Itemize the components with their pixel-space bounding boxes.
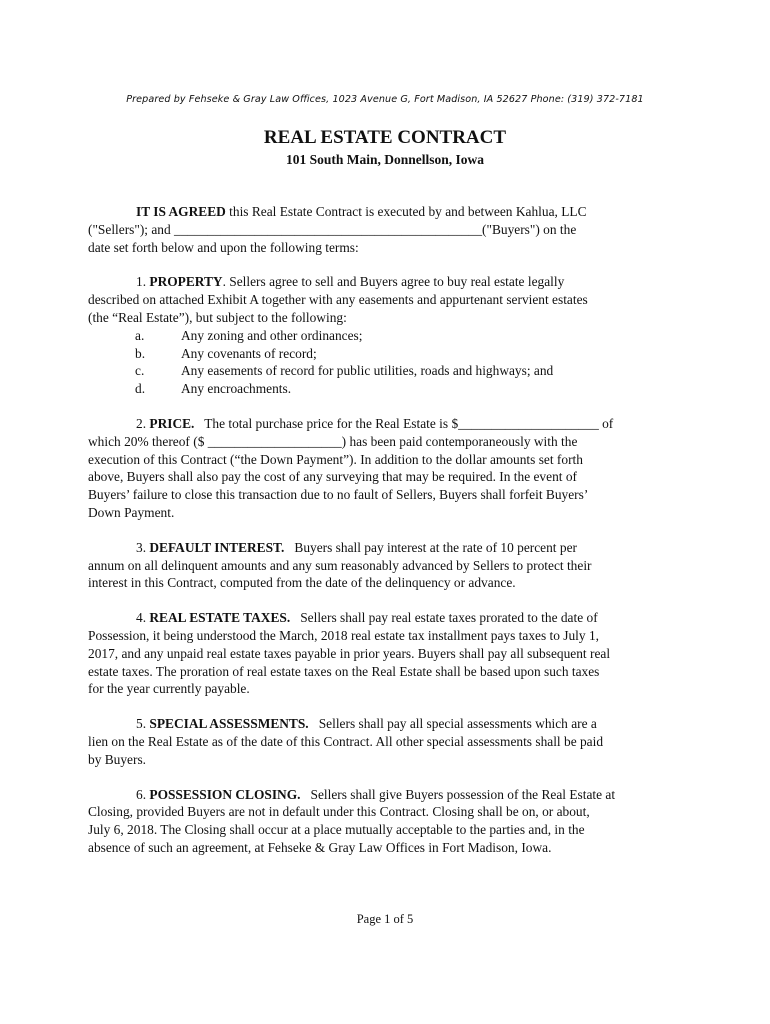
section-heading: POSSESSION CLOSING.: [149, 786, 301, 802]
section-property: [88, 273, 680, 398]
intro-line-3: date set forth below and upon the following terms:: [88, 239, 359, 255]
section-number: 3.: [136, 539, 150, 555]
list-item: [88, 327, 680, 345]
list-text: Any zoning and other ordinances;: [181, 327, 363, 343]
section-line: lien on the Real Estate as of the date of this Contract. All other special assessments shall be paid: [88, 733, 604, 749]
section-line: 2017, and any unpaid real estate taxes payable in prior years. Buyers shall pay all subsequent real: [88, 645, 611, 661]
section-line: . Sellers agree to sell and Buyers agree to buy real estate legally: [222, 274, 565, 290]
section-line: Buyers shall pay interest at the rate of 10 percent per: [284, 539, 577, 555]
exceptions-list: [88, 327, 680, 398]
section-line: Buyers’ failure to close this transaction due to no fault of Sellers, Buyers shall forfeit Buyers’: [88, 487, 589, 503]
section-line: estate taxes. The proration of real estate taxes on the Real Estate shall be based upon such taxes: [88, 663, 600, 679]
section-number: 1.: [136, 274, 150, 290]
section-line: for the year currently payable.: [88, 681, 250, 697]
contract-body: [88, 203, 680, 857]
section-heading: PROPERTY: [149, 274, 223, 290]
intro-lead: IT IS AGREED: [136, 204, 226, 219]
section-line: interest in this Contract, computed from the date of the delinquency or advance.: [88, 575, 516, 591]
section-number: 4.: [136, 610, 150, 626]
section-heading: PRICE.: [149, 415, 195, 431]
document-title: REAL ESTATE CONTRACT: [263, 127, 507, 148]
section-default-interest: [88, 539, 680, 592]
section-line: execution of this Contract (“the Down Payment”). In addition to the dollar amounts set forth: [88, 451, 583, 467]
intro-line-2: ("Sellers"); and ______________________________________________("Buyers") on the: [88, 221, 577, 237]
section-line: above, Buyers shall also pay the cost of any surveying that may be required. In the event of: [88, 469, 577, 485]
list-text: Any easements of record for public utilities, roads and highways; and: [181, 363, 554, 379]
section-number: 6.: [136, 786, 150, 802]
list-item: [88, 362, 680, 380]
list-text: Any encroachments.: [181, 381, 292, 397]
section-special-assessments: [88, 715, 680, 768]
section-price: [88, 415, 680, 522]
section-line: Down Payment.: [88, 504, 175, 520]
intro-line-1: this Real Estate Contract is executed by and between Kahlua, LLC: [225, 204, 587, 219]
list-letter: d.: [135, 381, 146, 397]
section-number: 5.: [136, 716, 150, 732]
page-number: Page 1 of 5: [356, 912, 414, 926]
section-line: which 20% thereof ($ ____________________) has been paid contemporaneously with the: [88, 433, 578, 449]
section-line: The total purchase price for the Real Estate is $_____________________ of: [194, 415, 614, 431]
section-line: Possession, it being understood the March, 2018 real estate tax installment pays taxes to July 1,: [88, 627, 599, 643]
section-line: annum on all delinquent amounts and any sum reasonably advanced by Sellers to protect their: [88, 557, 592, 573]
list-letter: c.: [135, 363, 145, 379]
section-line: Sellers shall pay all special assessments which are a: [308, 716, 597, 732]
section-line: Closing, provided Buyers are not in default under this Contract. Closing shall be on, or about,: [88, 804, 590, 820]
section-heading: SPECIAL ASSESSMENTS.: [149, 716, 309, 732]
section-number: 2.: [136, 415, 150, 431]
section-line: July 6, 2018. The Closing shall occur at a place mutually acceptable to the parties and, in the: [88, 822, 585, 838]
section-line: Sellers shall pay real estate taxes prorated to the date of: [290, 610, 598, 626]
list-item: [88, 380, 680, 398]
list-letter: b.: [135, 345, 146, 361]
section-line: Sellers shall give Buyers possession of the Real Estate at: [300, 786, 616, 802]
intro-paragraph: [88, 203, 680, 256]
preparer-header: Prepared by Fehseke & Gray Law Offices, 1023 Avenue G, Fort Madison, IA 52627 Phone: (319) 372-7181: [126, 94, 644, 105]
section-line: by Buyers.: [88, 751, 147, 767]
section-line: absence of such an agreement, at Fehseke & Gray Law Offices in Fort Madison, Iowa.: [88, 839, 552, 855]
list-item: [88, 345, 680, 363]
section-possession-closing: [88, 786, 680, 857]
property-address: 101 South Main, Donnellson, Iowa: [285, 152, 485, 167]
section-line: described on attached Exhibit A together with any easements and appurtenant servient estates: [88, 292, 588, 308]
section-line: (the “Real Estate”), but subject to the following:: [88, 309, 347, 325]
section-heading: DEFAULT INTEREST.: [149, 539, 285, 555]
list-text: Any covenants of record;: [181, 345, 317, 361]
section-heading: REAL ESTATE TAXES.: [149, 610, 291, 626]
section-real-estate-taxes: [88, 609, 680, 698]
list-letter: a.: [135, 327, 145, 343]
